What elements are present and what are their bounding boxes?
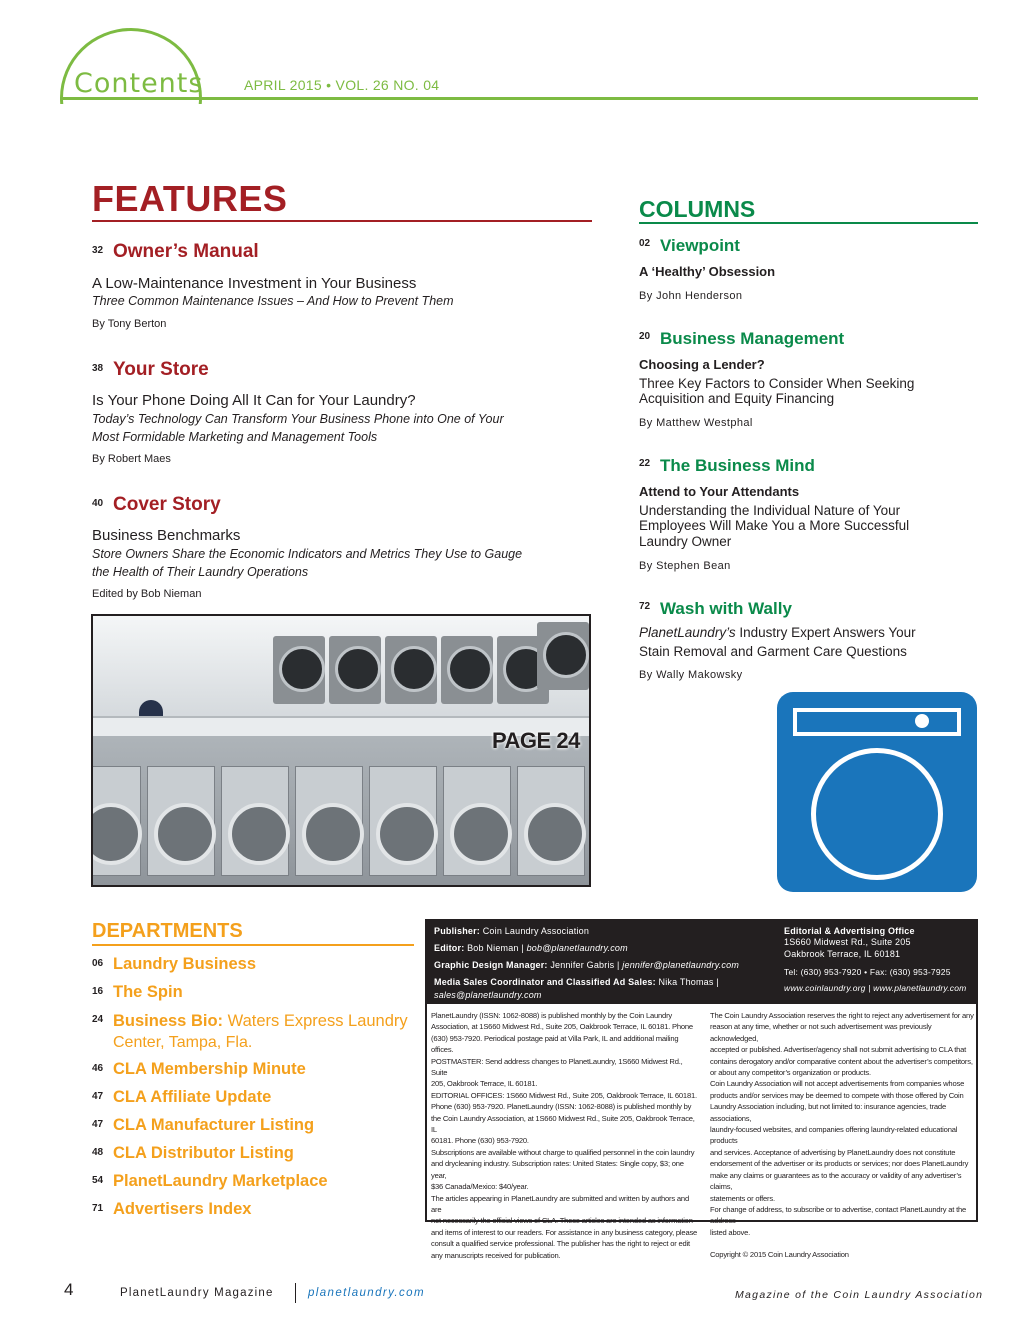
photo-front-washer (517, 766, 585, 876)
column-byline: By John Henderson (639, 290, 743, 302)
feature-page-number: 40 (92, 498, 104, 509)
column-page-number: 22 (639, 458, 651, 469)
dept-page-number: 47 (92, 1091, 104, 1102)
dept-page-number: 06 (92, 958, 104, 969)
columns-heading: COLUMNS (639, 196, 756, 222)
feature-page-number: 38 (92, 363, 104, 374)
dept-page-number: 47 (92, 1119, 104, 1130)
column-subtitle: Acquisition and Equity Financing (639, 391, 835, 406)
feature-title: Business Benchmarks (92, 527, 241, 544)
masthead-design (434, 960, 739, 970)
masthead-label: Publisher: (434, 926, 481, 936)
dept-item-membership-minute[interactable]: CLA Membership Minute (113, 1060, 306, 1078)
washer-panel-shape (793, 708, 961, 734)
masthead-line: Phone (630) 953-7920. PlanetLaundry (ISSN: 1062-8088) is published monthly by (431, 1102, 692, 1112)
dept-item-advertisers-index[interactable]: Advertisers Index (113, 1200, 252, 1218)
masthead-line: listed above. (710, 1227, 751, 1237)
dept-page-number: 71 (92, 1203, 104, 1214)
footer-divider (295, 1283, 296, 1303)
masthead-left-column (431, 1010, 699, 1261)
column-subtitle-italic: PlanetLaundry’s (639, 625, 736, 640)
sales-email-link[interactable] (434, 990, 542, 1000)
column-page-number: 02 (639, 238, 651, 249)
footer-tagline: Magazine of the Coin Laundry Association (735, 1289, 984, 1301)
feature-page-number: 32 (92, 245, 104, 256)
dept-item-business-bio[interactable] (113, 1012, 408, 1031)
dept-page-number: 46 (92, 1063, 104, 1074)
design-email-link[interactable]: jennifer@planetlaundry.com (622, 960, 740, 970)
column-byline: By Stephen Bean (639, 560, 731, 572)
photo-washer (537, 622, 589, 690)
masthead-label: Media Sales Coordinator and Classified Ad Sales: (434, 977, 656, 987)
masthead-line: any manuscripts received for publication. (431, 1250, 561, 1260)
feature-subtitle: Most Formidable Marketing and Management Tools (92, 430, 378, 444)
masthead-line: accepted or published. Advertiser/agency shall not submit advertising to CLA that (710, 1045, 967, 1055)
column-subtitle: Three Key Factors to Consider When Seeking (639, 376, 915, 391)
issue-info: APRIL 2015 • VOL. 26 NO. 04 (244, 77, 440, 93)
footer-magazine-name: PlanetLaundry Magazine (120, 1287, 274, 1299)
column-section[interactable]: Business Management (660, 329, 845, 348)
feature-title: A Low-Maintenance Investment in Your Business (92, 275, 417, 292)
dept-item-distributor-listing[interactable]: CLA Distributor Listing (113, 1144, 294, 1162)
masthead-box (425, 919, 978, 1260)
column-byline: By Wally Makowsky (639, 669, 743, 681)
feature-subtitle: Today’s Technology Can Transform Your Business Phone into One of Your (92, 412, 504, 426)
feature-subtitle: the Health of Their Laundry Operations (92, 565, 309, 579)
departments-heading: DEPARTMENTS (92, 920, 243, 942)
washer-bar-shape (793, 732, 961, 736)
dept-item-label: Business Bio: (113, 1012, 224, 1030)
feature-section[interactable]: Your Store (113, 359, 209, 380)
column-subtitle: Stain Removal and Garment Care Questions (639, 644, 907, 659)
masthead-line: POSTMASTER: Send address changes to PlanetLaundry, 1S660 Midwest Rd., Suite (431, 1056, 683, 1078)
dept-page-number: 16 (92, 986, 104, 997)
column-subtitle-rest: Industry Expert Answers Your (735, 625, 916, 640)
features-rule (92, 220, 592, 222)
masthead-value: Coin Laundry Association (480, 926, 590, 936)
column-subtitle: Laundry Owner (639, 534, 732, 549)
column-section[interactable]: The Business Mind (660, 456, 815, 475)
column-byline: By Matthew Westphal (639, 417, 753, 429)
masthead-line: reason at any time, whether or not such advertisement was previously acknowledged, (710, 1022, 932, 1043)
dept-item-extra: Waters Express Laundry (223, 1012, 408, 1030)
departments-rule (92, 944, 414, 946)
masthead-editor (434, 943, 628, 953)
dept-page-number: 54 (92, 1175, 104, 1186)
office-heading: Editorial & Advertising Office (784, 926, 915, 936)
column-subtitle: Employees Will Make You a More Successful (639, 518, 910, 533)
photo-washer (385, 636, 437, 704)
masthead-line: 60181. Phone (630) 953-7920. (431, 1136, 529, 1146)
photo-front-washer (295, 766, 363, 876)
masthead-line: Association, at 1S660 Midwest Rd., Suite 205, Oakbrook Terrace, IL 60181. Phone (431, 1022, 693, 1032)
feature-byline: By Robert Maes (92, 453, 171, 465)
office-websites-link[interactable]: www.coinlaundry.org | www.planetlaundry.com (784, 983, 967, 993)
column-title: A ‘Healthy’ Obsession (639, 264, 776, 279)
footer-url-link[interactable]: planetlaundry.com (308, 1287, 425, 1299)
masthead-line: For change of address, to subscribe or to advertise, contact PlanetLaundry at the address (710, 1204, 967, 1226)
feature-section[interactable]: Owner’s Manual (113, 241, 259, 262)
column-section[interactable]: Viewpoint (660, 236, 740, 255)
office-address-1: 1S660 Midwest Rd., Suite 205 (784, 937, 911, 947)
photo-front-washer (147, 766, 215, 876)
masthead-label: Editor: (434, 943, 465, 953)
feature-byline: By Tony Berton (92, 318, 167, 330)
column-title: Choosing a Lender? (639, 357, 765, 372)
column-page-number: 20 (639, 331, 651, 342)
editor-email-link[interactable]: bob@planetlaundry.com (526, 943, 628, 953)
photo-front-washer (369, 766, 437, 876)
photo-washer (273, 636, 325, 704)
masthead-line: or about any competitor’s organization or products. (710, 1068, 871, 1078)
dept-item-marketplace[interactable]: PlanetLaundry Marketplace (113, 1172, 328, 1190)
masthead-line: laundry-focused websites, and companies offering laundry-related educational products (710, 1125, 958, 1146)
masthead-line: EDITORIAL OFFICES: 1S660 Midwest Rd., Suite 205, Oakbrook Terrace, IL 60181. (431, 1090, 697, 1100)
column-page-number: 72 (639, 601, 651, 612)
masthead-line: and drycleaning industry. Subscription rates: United States: Single copy, $3; one year, (431, 1159, 684, 1180)
masthead-line: 205, Oakbrook Terrace, IL 60181. (431, 1079, 538, 1089)
photo-front-washer (91, 766, 141, 876)
masthead-line: contains derogatory and/or comparative content about the advertiser’s competitors, (710, 1056, 973, 1066)
masthead-copyright: Copyright © 2015 Coin Laundry Association (710, 1250, 849, 1260)
washer-drum-shape (811, 748, 943, 880)
columns-rule (639, 222, 978, 224)
dept-item-extra-line: Center, Tampa, Fla. (113, 1034, 253, 1051)
dept-item-affiliate-update[interactable]: CLA Affiliate Update (113, 1088, 272, 1106)
dept-page-number: 48 (92, 1147, 104, 1158)
column-subtitle (639, 623, 916, 642)
masthead-header (427, 921, 976, 1004)
masthead-value: Nika Thomas | (655, 977, 719, 987)
masthead-line: the Coin Laundry Association, at 1S660 Midwest Rd., Suite 205, Oakbrook Terrace, IL (431, 1113, 695, 1135)
washing-machine-icon (777, 692, 977, 892)
masthead-label: Graphic Design Manager: (434, 960, 548, 970)
feature-subtitle: Store Owners Share the Economic Indicators and Metrics They Use to Gauge (92, 547, 523, 561)
masthead-line: consult a qualified service professional. The publisher has the right to reject or edit (431, 1239, 690, 1249)
photo-front-washer (221, 766, 289, 876)
dept-item-manufacturer-listing[interactable]: CLA Manufacturer Listing (113, 1116, 315, 1134)
photo-washer (329, 636, 381, 704)
photo-front-washer (443, 766, 511, 876)
masthead-line: endorsement of the advertiser or its products or services; nor does PlanetLaundry (710, 1159, 969, 1169)
masthead-line: make any claims or guarantees as to the accuracy or validity of any advertiser’s claims, (710, 1170, 962, 1192)
dept-item-the-spin[interactable]: The Spin (113, 983, 183, 1001)
masthead-line: products and/or services may be deemed to compete with those offered by Coin (710, 1090, 964, 1100)
masthead-sales (434, 977, 719, 987)
masthead-line: not necessarily the official views of CLA. These articles are intended as information (431, 1216, 693, 1226)
office-address-2: Oakbrook Terrace, IL 60181 (784, 949, 901, 959)
footer-page-number: 4 (64, 1280, 74, 1299)
masthead-line: $36 Canada/Mexico: $40/year. (431, 1182, 529, 1192)
dept-page-number: 24 (92, 1014, 104, 1025)
dept-item-laundry-business[interactable]: Laundry Business (113, 955, 257, 973)
feature-section[interactable]: Cover Story (113, 494, 221, 515)
column-subtitle: Understanding the Individual Nature of Your (639, 503, 901, 518)
feature-byline: Edited by Bob Nieman (92, 588, 202, 600)
page-title: Contents (74, 68, 204, 99)
masthead-line: PlanetLaundry (ISSN: 1062-8088) is published monthly by the Coin Laundry (431, 1011, 672, 1020)
feature-subtitle: Three Common Maintenance Issues – And How to Prevent Them (92, 294, 454, 308)
column-title: Attend to Your Attendants (639, 484, 800, 499)
masthead-line: Laundry Association including, but not limited to: insurance agencies, trade associations, (710, 1102, 946, 1123)
masthead-value: Bob Nieman | (464, 943, 527, 953)
photo-page-label[interactable]: PAGE 24 (492, 728, 580, 753)
features-heading: FEATURES (92, 178, 288, 219)
washer-knob-shape (915, 714, 929, 728)
masthead-line: Coin Laundry Association will not accept advertisements from companies whose (710, 1079, 965, 1089)
masthead-line: The articles appearing in PlanetLaundry are submitted and written by authors and are (431, 1193, 689, 1214)
sales-email-text: sales@planetlaundry.com (434, 990, 542, 1000)
masthead-line (710, 1238, 976, 1249)
masthead-value: Jennifer Gabris | (547, 960, 623, 970)
photo-washer (441, 636, 493, 704)
masthead-line: (630) 953-7920. Periodical postage paid at Villa Park, IL and additional mailing offices. (431, 1033, 679, 1055)
column-section[interactable]: Wash with Wally (660, 599, 792, 618)
masthead-line: statements or offers. (710, 1193, 775, 1203)
masthead-line: Subscriptions are available without charge to qualified personnel in the coin laundry (431, 1147, 695, 1157)
masthead-line: The Coin Laundry Association reserves the right to reject any advertisement for any (710, 1011, 974, 1020)
masthead-line: and services. Acceptance of advertising by PlanetLaundry does not constitute (710, 1147, 956, 1157)
masthead-right-column (710, 1010, 976, 1261)
feature-title: Is Your Phone Doing All It Can for Your Laundry? (92, 392, 416, 409)
office-phone: Tel: (630) 953-7920 • Fax: (630) 953-7925 (784, 967, 951, 977)
masthead-line: and items of interest to our readers. For assistance in any business category, please (431, 1227, 698, 1237)
masthead-publisher (434, 926, 589, 936)
